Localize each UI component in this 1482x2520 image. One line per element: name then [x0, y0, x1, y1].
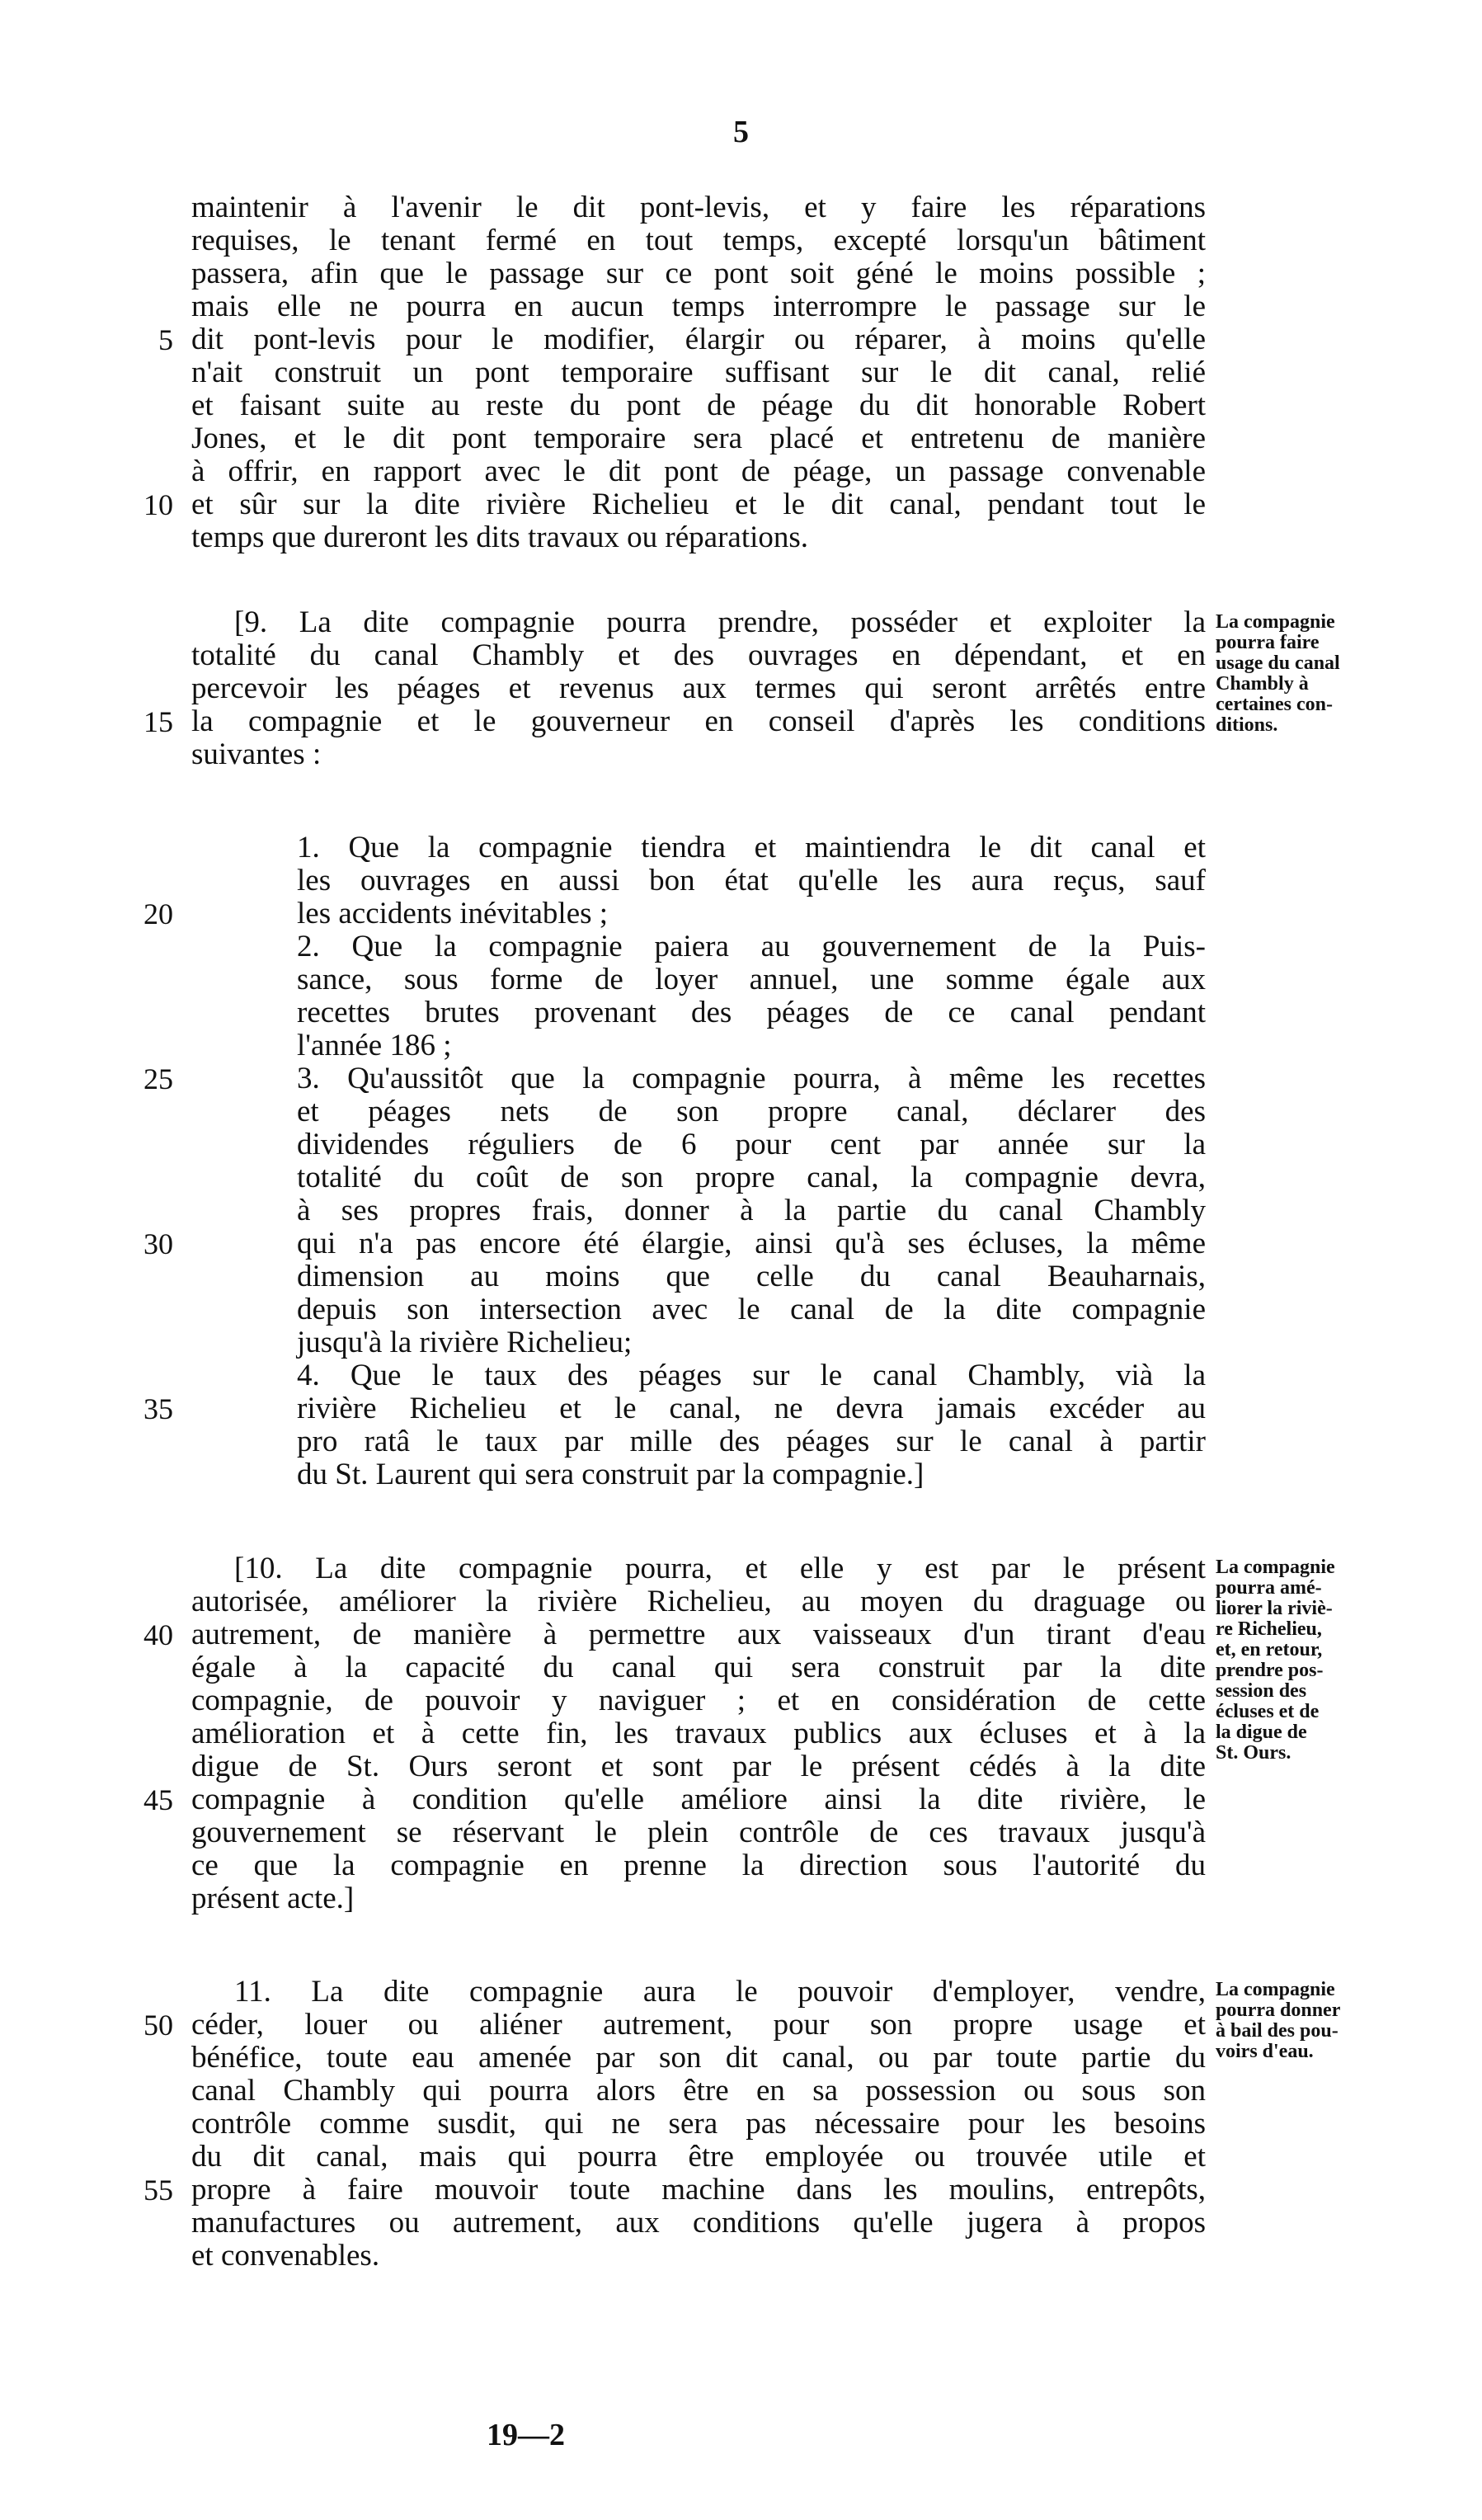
- list-item: 1. Que la compagnie tiendra et maintiendra le dit canal et: [297, 831, 1206, 864]
- text-line: la compagnie et le gouverneur en conseil d'après les conditions: [191, 704, 1206, 738]
- text-line: pro ratâ le taux par mille des péages sur le canal à partir: [297, 1425, 1206, 1458]
- line-number: 55: [143, 2174, 173, 2207]
- margin-note-line: écluses et de: [1216, 1701, 1320, 1722]
- text-line: passera, afin que le passage sur ce pont soit géné le moins possible ;: [191, 257, 1206, 290]
- text-line: du dit canal, mais qui pourra être employée ou trouvée utile et: [191, 2140, 1206, 2174]
- text-line: et faisant suite au reste du pont de péage du dit honorable Robert: [191, 389, 1206, 422]
- text-line: à ses propres frais, donner à la partie du canal Chambly: [297, 1194, 1206, 1227]
- line-number: 45: [143, 1783, 173, 1816]
- line-number: 20: [143, 897, 173, 930]
- signature-mark: 19—2: [487, 2418, 565, 2452]
- text-line: mais elle ne pourra en aucun temps interrompre le passage sur le: [191, 290, 1206, 323]
- text-line: manufactures ou autrement, aux conditions qu'elle jugera à propos: [191, 2206, 1206, 2240]
- text-line: les accidents inévitables ;: [297, 897, 609, 930]
- text-line: céder, louer ou aliéner autrement, pour son propre usage et: [191, 2008, 1206, 2042]
- line-number: 25: [143, 1062, 173, 1095]
- list-item: 2. Que la compagnie paiera au gouvernement de la Puis-: [297, 930, 1206, 963]
- margin-note-line: la digue de: [1216, 1722, 1307, 1743]
- text-line: Jones, et le dit pont temporaire sera placé et entretenu de manière: [191, 422, 1206, 455]
- margin-note-line: à bail des pou-: [1216, 2020, 1339, 2042]
- margin-note-line: ditions.: [1216, 714, 1278, 736]
- text-line: amélioration et à cette fin, les travaux publics aux écluses et à la: [191, 1717, 1206, 1750]
- margin-note-line: usage du canal: [1216, 652, 1340, 674]
- margin-note-line: La compagnie: [1216, 1979, 1335, 2000]
- margin-note-line: St. Ours.: [1216, 1742, 1291, 1764]
- text-line: sance, sous forme de loyer annuel, une somme égale aux: [297, 963, 1206, 996]
- text-line: du St. Laurent qui sera construit par la compagnie.]: [297, 1458, 924, 1491]
- line-number: 35: [143, 1392, 173, 1425]
- text-line: propre à faire mouvoir toute machine dans les moulins, entrepôts,: [191, 2173, 1206, 2207]
- text-line: autrement, de manière à permettre aux vaisseaux d'un tirant d'eau: [191, 1618, 1206, 1651]
- text-line: [9. La dite compagnie pourra prendre, posséder et exploiter la: [234, 605, 1206, 639]
- text-line: digue de St. Ours seront et sont par le présent cédés à la dite: [191, 1750, 1206, 1783]
- text-line: compagnie, de pouvoir y naviguer ; et en considération de cette: [191, 1684, 1206, 1717]
- margin-note-section-10: [1216, 1557, 1414, 1764]
- text-line: totalité du coût de son propre canal, la compagnie devra,: [297, 1161, 1206, 1194]
- text-line: gouvernement se réservant le plein contrôle de ces travaux jusqu'à: [191, 1816, 1206, 1849]
- margin-note-section-9: [1216, 612, 1414, 736]
- margin-note-line: liorer la riviè-: [1216, 1598, 1333, 1619]
- line-number: 10: [143, 488, 173, 521]
- text-line: temps que dureront les dits travaux ou réparations.: [191, 520, 809, 554]
- text-line: compagnie à condition qu'elle améliore ainsi la dite rivière, le: [191, 1783, 1206, 1816]
- text-line: rivière Richelieu et le canal, ne devra jamais excéder au: [297, 1392, 1206, 1425]
- text-line: suivantes :: [191, 737, 322, 771]
- margin-note-line: re Richelieu,: [1216, 1618, 1322, 1640]
- line-number: 30: [143, 1227, 173, 1260]
- margin-note-line: pourra donner: [1216, 2000, 1341, 2021]
- text-line: 11. La dite compagnie aura le pouvoir d'employer, vendre,: [234, 1975, 1206, 2009]
- text-line: [10. La dite compagnie pourra, et elle y est par le présent: [234, 1552, 1206, 1585]
- text-line: dimension au moins que celle du canal Beauharnais,: [297, 1260, 1206, 1293]
- list-item: 3. Qu'aussitôt que la compagnie pourra, à même les recettes: [297, 1062, 1206, 1095]
- margin-note-section-11: [1216, 1980, 1414, 2062]
- margin-note-line: voirs d'eau.: [1216, 2041, 1314, 2062]
- text-line: et péages nets de son propre canal, déclarer des: [297, 1095, 1206, 1128]
- line-number: 50: [143, 2009, 173, 2042]
- text-line: jusqu'à la rivière Richelieu;: [297, 1326, 633, 1359]
- text-line: autorisée, améliorer la rivière Richelieu, au moyen du draguage ou: [191, 1585, 1206, 1618]
- margin-note-line: certaines con-: [1216, 694, 1333, 715]
- text-line: égale à la capacité du canal qui sera construit par la dite: [191, 1651, 1206, 1684]
- margin-note-line: prendre pos-: [1216, 1660, 1324, 1681]
- text-line: depuis son intersection avec le canal de la dite compagnie: [297, 1293, 1206, 1326]
- margin-note-line: pourra amé-: [1216, 1577, 1322, 1599]
- text-line: percevoir les péages et revenus aux termes qui seront arrêtés entre: [191, 671, 1206, 705]
- margin-note-line: pourra faire: [1216, 632, 1320, 653]
- text-line: maintenir à l'avenir le dit pont-levis, et y faire les réparations: [191, 191, 1206, 224]
- page-number: 5: [733, 115, 749, 149]
- line-number: 15: [143, 705, 173, 738]
- margin-note-line: La compagnie: [1216, 1557, 1335, 1578]
- margin-note-line: et, en retour,: [1216, 1639, 1323, 1660]
- text-line: dit pont-levis pour le modifier, élargir ou réparer, à moins qu'elle: [191, 323, 1206, 356]
- text-line: requises, le tenant fermé en tout temps, excepté lorsqu'un bâtiment: [191, 224, 1206, 257]
- text-line: et sûr sur la dite rivière Richelieu et le dit canal, pendant tout le: [191, 488, 1206, 521]
- text-line: présent acte.]: [191, 1882, 355, 1915]
- text-line: recettes brutes provenant des péages de ce canal pendant: [297, 996, 1206, 1029]
- text-line: à offrir, en rapport avec le dit pont de péage, un passage convenable: [191, 455, 1206, 488]
- margin-note-line: Chambly à: [1216, 673, 1309, 695]
- line-number: 40: [143, 1618, 173, 1651]
- text-line: les ouvrages en aussi bon état qu'elle les aura reçus, sauf: [297, 864, 1206, 897]
- text-line: qui n'a pas encore été élargie, ainsi qu'à ses écluses, la même: [297, 1227, 1206, 1260]
- text-line: et convenables.: [191, 2239, 380, 2273]
- text-line: l'année 186 ;: [297, 1029, 452, 1062]
- text-line: contrôle comme susdit, qui ne sera pas nécessaire pour les besoins: [191, 2107, 1206, 2141]
- margin-note-line: La compagnie: [1216, 611, 1335, 633]
- text-line: totalité du canal Chambly et des ouvrages en dépendant, et en: [191, 638, 1206, 672]
- margin-note-line: session des: [1216, 1680, 1307, 1702]
- text-line: ce que la compagnie en prenne la direction sous l'autorité du: [191, 1849, 1206, 1882]
- text-line: dividendes réguliers de 6 pour cent par année sur la: [297, 1128, 1206, 1161]
- line-number: 5: [158, 323, 173, 356]
- list-item: 4. Que le taux des péages sur le canal Chambly, vià la: [297, 1359, 1206, 1392]
- text-line: bénéfice, toute eau amenée par son dit canal, ou par toute partie du: [191, 2041, 1206, 2075]
- text-line: n'ait construit un pont temporaire suffisant sur le dit canal, relié: [191, 356, 1206, 389]
- text-line: canal Chambly qui pourra alors être en sa possession ou sous son: [191, 2074, 1206, 2108]
